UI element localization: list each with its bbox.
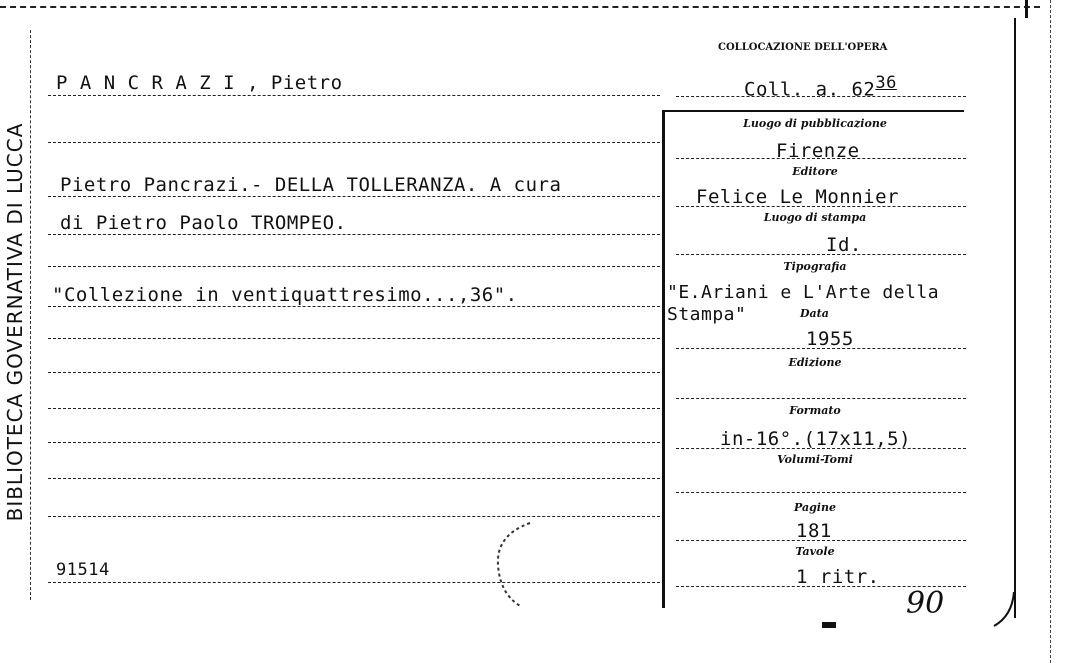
rule — [676, 96, 966, 97]
value-luogo-stampa: Id. — [826, 234, 862, 256]
rule — [48, 582, 660, 583]
rule — [48, 196, 660, 197]
top-border — [0, 6, 1040, 8]
rule — [676, 254, 966, 255]
value-data: 1955 — [806, 328, 854, 350]
rule — [676, 158, 966, 159]
rule — [48, 266, 660, 267]
label-editore: Editore — [792, 165, 838, 178]
title-line-2: di Pietro Paolo TROMPEO. — [60, 212, 347, 234]
right-edge-line — [1050, 0, 1051, 663]
corner-mark — [1025, 0, 1028, 18]
panel-top-border — [662, 110, 964, 112]
rule — [676, 348, 966, 349]
curved-stroke — [990, 590, 1020, 630]
series-line: "Collezione in ventiquattresimo...,36". — [52, 284, 518, 306]
rule — [48, 142, 660, 143]
value-tipografia-1: "E.Ariani e L'Arte della — [667, 282, 940, 303]
label-edizione: Edizione — [788, 356, 842, 369]
rule — [48, 408, 660, 409]
rule — [676, 540, 966, 541]
left-margin-line — [30, 30, 31, 600]
rule — [48, 338, 660, 339]
shelfmark-main: Coll. a. 62 — [744, 78, 876, 101]
label-tavole: Tavole — [795, 545, 835, 558]
library-stamp: BIBLIOTECA GOVERNATIVA DI LUCCA — [3, 122, 27, 522]
rule — [676, 448, 966, 449]
value-tavole: 1 ritr. — [796, 566, 880, 588]
rule — [48, 95, 660, 96]
header-label: COLLOCAZIONE DELL'OPERA — [718, 42, 888, 53]
shelfmark-sup: 36 — [875, 73, 897, 93]
label-pagine: Pagine — [794, 501, 836, 514]
value-tipografia-2: Stampa" — [667, 304, 747, 325]
label-luogo-stampa: Luogo di stampa — [763, 211, 867, 224]
value-formato: in-16°.(17x11,5) — [720, 428, 912, 450]
record-number: 91514 — [56, 560, 110, 580]
panel-right-border — [1014, 18, 1016, 618]
value-pagine: 181 — [796, 520, 832, 542]
title-line-1: Pietro Pancrazi.- DELLA TOLLERANZA. A cura — [60, 174, 562, 196]
label-data: Data — [800, 307, 829, 320]
label-formato: Formato — [789, 404, 841, 417]
scan-dot — [822, 622, 836, 628]
rule — [48, 478, 660, 479]
value-luogo-pubblicazione: Firenze — [776, 140, 860, 162]
rule — [48, 516, 660, 517]
label-tipografia: Tipografia — [783, 260, 847, 273]
rule — [676, 398, 966, 399]
label-volumi: Volumi-Tomi — [777, 453, 853, 466]
rule — [676, 492, 966, 493]
rule — [676, 206, 966, 207]
author-name: P A N C R A Z I , Pietro — [56, 72, 343, 94]
rule — [48, 306, 660, 307]
rule — [48, 234, 660, 235]
margin-note: 90 — [906, 586, 945, 621]
label-luogo-pubblicazione: Luogo di pubblicazione — [743, 117, 887, 130]
value-editore: Felice Le Monnier — [696, 186, 899, 208]
rule — [48, 442, 660, 443]
rule — [48, 372, 660, 373]
scan-artifact — [478, 515, 538, 610]
